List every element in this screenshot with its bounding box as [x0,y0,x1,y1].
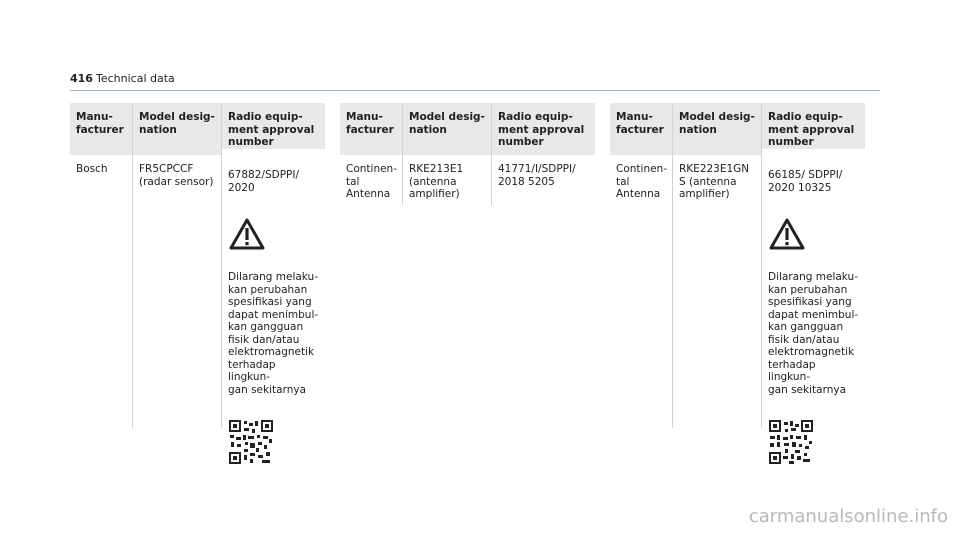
column-model [133,103,222,428]
cell-manufacturer: Continen- tal Antenna [616,163,668,200]
header-model: Model desig- nation [133,103,221,155]
header-manufacturer: Manu- facturer [610,103,672,155]
cell-approval [762,149,865,482]
warning-note: Dilarang melaku- kan perubahan spesifikasi yang dapat menimbul- kan gangguan fisik dan/atau elektromagnetik terhadap lingkun- gan sekitarnya [228,271,319,396]
qr-code-icon [768,419,814,465]
column-approval [762,103,865,428]
cell-approval: 41771/I/SDPPI/ 2018 5205 [498,163,576,188]
approval-number: 67882/SDPPI/ 2020 [228,169,299,194]
page-header [70,72,880,91]
approval-table-3 [610,103,865,428]
section-title: Technical data [96,72,175,85]
approval-table-1 [70,103,325,428]
header-manufacturer: Manu- facturer [340,103,402,155]
column-manufacturer [610,103,673,428]
cell-manufacturer: Bosch [76,163,108,175]
header-approval: Radio equip- ment approval number [492,103,595,155]
page-number: 416 [70,72,93,85]
column-approval [492,103,595,205]
header-approval: Radio equip- ment approval number [222,103,325,149]
column-manufacturer [70,103,133,428]
approval-table-2 [340,103,595,205]
cell-model: RKE223E1GN S (antenna amplifier) [679,163,750,200]
header-approval: Radio equip- ment approval number [762,103,865,149]
header-model: Model desig- nation [403,103,491,155]
column-approval [222,103,325,428]
header-manufacturer: Manu- facturer [70,103,132,155]
qr-code-icon [228,419,274,465]
warning-note: Dilarang melaku- kan perubahan spesifikasi yang dapat menimbul- kan gangguan fisik dan/atau elektromagnetik terhadap lingkun- gan sekitarnya [768,271,859,396]
approval-number: 66185/ SDPPI/ 2020 10325 [768,169,843,194]
cell-model: RKE213E1 (antenna amplifier) [409,163,464,200]
column-manufacturer [340,103,403,205]
header-model: Model desig- nation [673,103,761,155]
watermark: carmanualsonline.info [748,506,948,527]
cell-manufacturer: Continen- tal Antenna [346,163,398,200]
warning-triangle-icon [228,217,266,251]
column-model [403,103,492,205]
cell-model: FR5CPCCF (radar sensor) [139,163,214,188]
warning-triangle-icon [768,217,806,251]
column-model [673,103,762,428]
cell-approval [222,149,325,482]
